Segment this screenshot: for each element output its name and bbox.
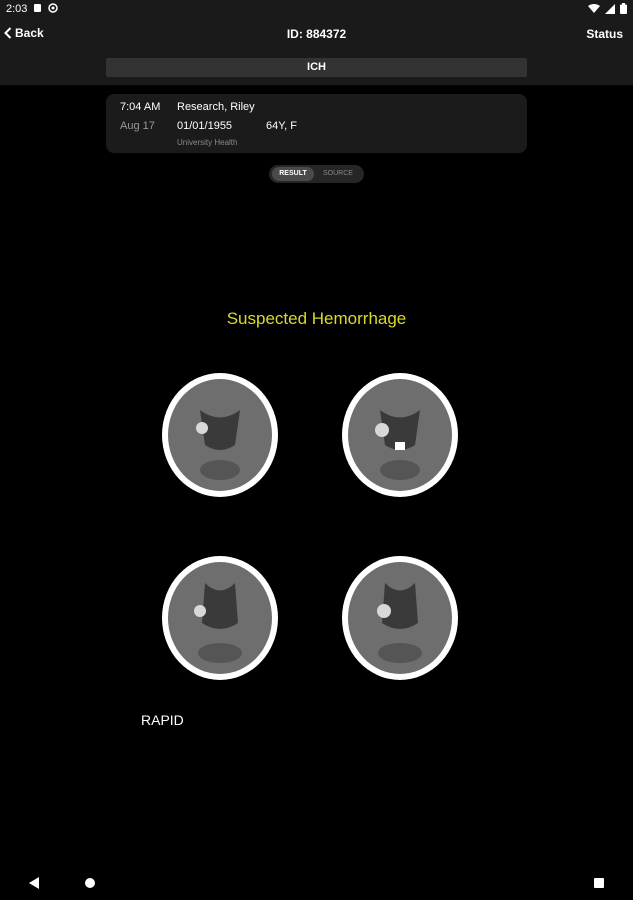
result-title: Suspected Hemorrhage [226,309,407,328]
patient-name: Research, Riley [177,101,255,113]
nav-bar [0,866,633,900]
study-time: 7:04 AM [120,101,161,113]
patient-card [106,94,527,153]
result-footer: RAPID [141,712,184,728]
patient-id: ID: 884372 [286,27,347,41]
patient-dob: 01/01/1955 [177,120,233,132]
status-time: 2:03 [6,3,28,15]
institution: University Health [177,138,238,147]
tab-result[interactable]: RESULT [272,167,314,181]
status-icons [588,3,627,14]
status-button[interactable]: Status [586,27,623,41]
ct-scan-image [340,370,460,500]
patient-age-sex: 64Y, F [266,120,297,132]
nav-back-icon[interactable] [28,876,40,890]
nav-recents-icon[interactable] [594,878,604,888]
ct-scan-image [160,370,280,500]
study-date: Aug 17 [120,120,155,132]
battery-icon [620,3,627,14]
tab-source[interactable]: SOURCE [323,170,353,177]
view-toggle [269,165,364,183]
ct-scan-image [160,553,280,683]
sim-icon [33,3,42,13]
notification-icon [48,3,58,13]
nav-home-icon[interactable] [85,878,95,888]
ct-scan-image [340,553,460,683]
wifi-icon [588,4,600,14]
category-label: ICH [106,58,527,77]
signal-icon [605,4,615,14]
app-header [0,18,633,85]
back-label: Back [15,26,44,40]
status-bar [0,0,633,18]
